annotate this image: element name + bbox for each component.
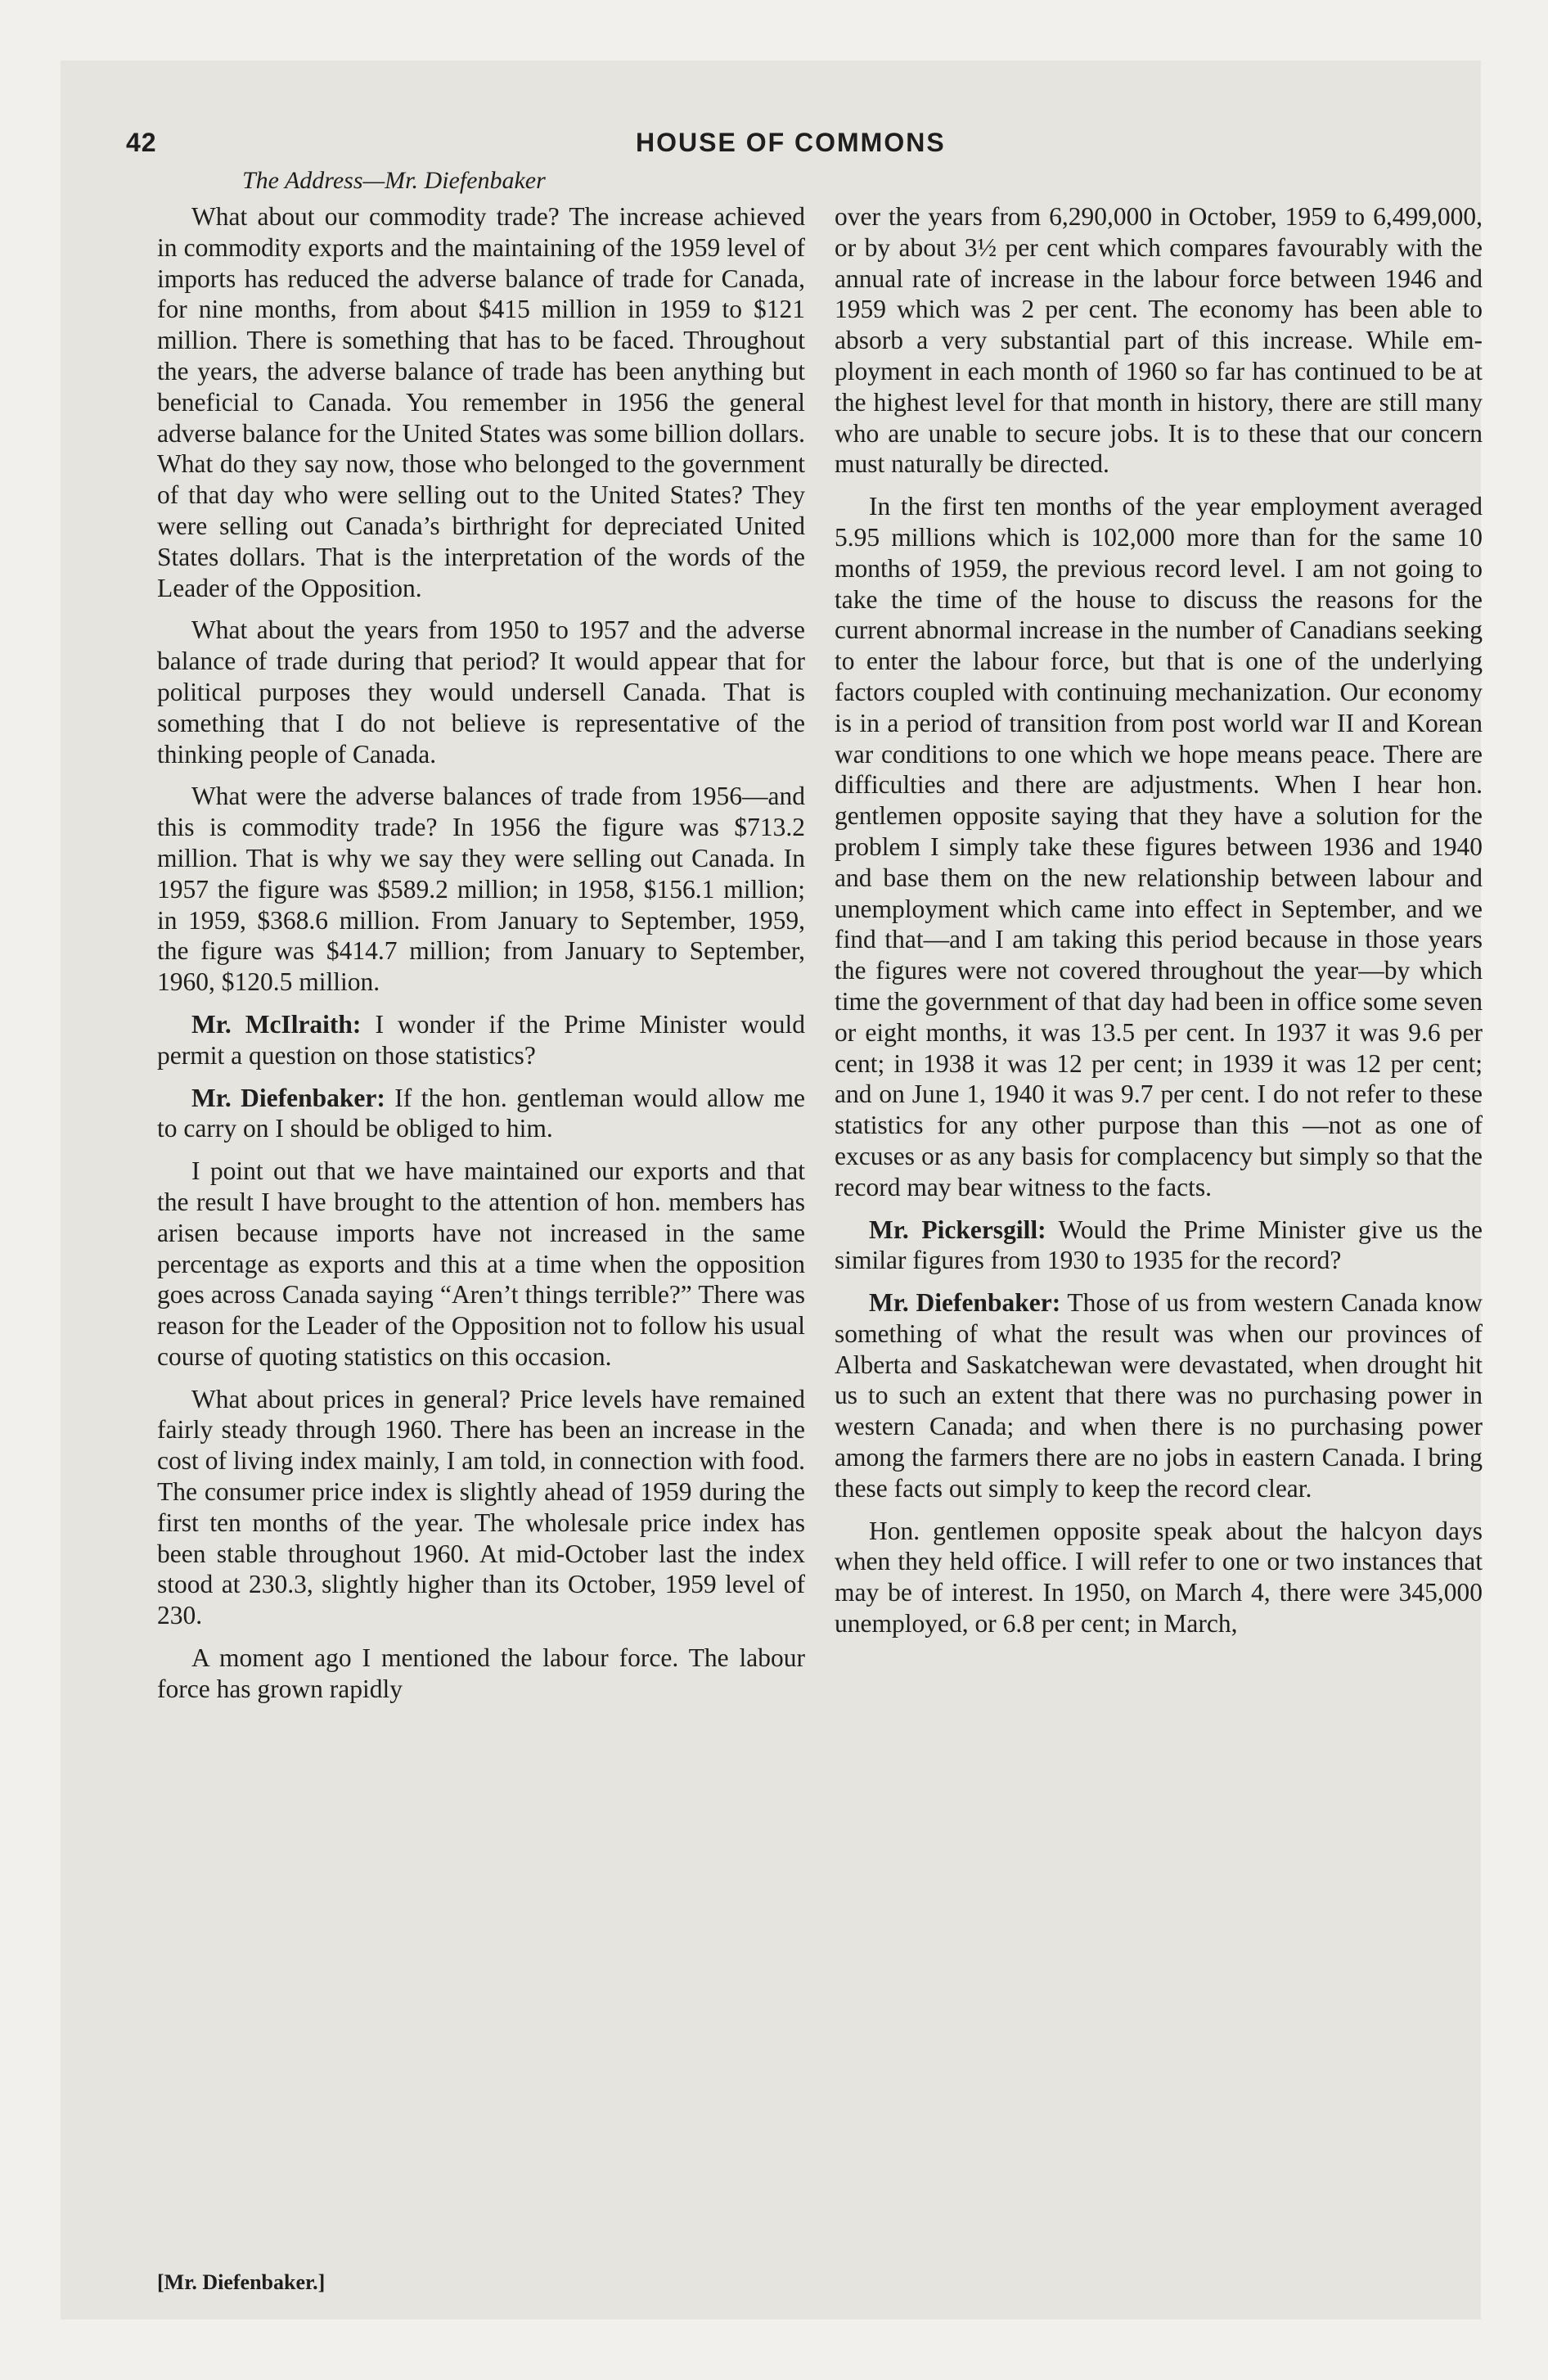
paragraph-text: over the years from 6,290,000 in October, 1959 to 6,499,000, or by about 3½ per cent which compares favourably with the annual rate of increase in the labour force between 1946 and 1959 which was 2 per cent. The economy has been able to absorb a very substantial part of this increase. While employment in each month of 1960 so far has continued to be at the highest level for that month in history, there are still many who are unable to secure jobs. It is to these that our concern must naturally be directed.	[835, 202, 1483, 479]
paragraph	[157, 615, 805, 769]
paragraph	[157, 1009, 805, 1071]
paragraph-text: A moment ago I mentioned the labour force. The labour force has grown rapidly	[157, 1643, 805, 1703]
paragraph-text: I wonder if the Prime Minister would permit a question on those statistics?	[157, 1009, 805, 1070]
paragraph	[835, 1287, 1483, 1504]
scanned-page	[61, 61, 1481, 2319]
footer-attribution: [Mr. Diefenbaker.]	[157, 2270, 326, 2294]
paragraph	[157, 1083, 805, 1145]
paragraph-text: What were the adverse balances of trade from 1956—and this is commodity trade? In 1956 the figure was $713.2 million. That is why we say they were selling out Canada. In 1957 the figure was $589.2 million; in 1958, $156.1 million; in 1959, $368.6 million. From January to September, 1959, the figure was $414.7 million; from January to September, 1960, $120.5 million.	[157, 782, 805, 997]
page-number: 42	[126, 128, 157, 157]
paragraph	[157, 1156, 805, 1373]
paragraph	[835, 201, 1483, 480]
paragraph	[157, 201, 805, 603]
paragraph-text: If the hon. gentleman would allow me to carry on I should be obliged to him.	[157, 1083, 805, 1143]
section-heading: The Address—Mr. Diefenbaker	[242, 167, 546, 194]
paragraph-text: What about prices in general? Price levels have remained fairly steady through 1960. There has been an increase in the cost of living index mainly, I am told, in connection with food. The consumer price index is slightly ahead of 1959 during the first ten months of the year. The wholesale price index has been stable throughout 1960. At mid-October last the index stood at 230.3, slightly higher than its October, 1959 level of 230.	[157, 1384, 805, 1630]
paragraph	[835, 1215, 1483, 1277]
paragraph	[835, 1516, 1483, 1639]
paragraph-text: What about our commodity trade? The increase achieved in commodity exports and the maintaining of the 1959 level of imports has reduced the adverse balance of trade for Canada, for nine months, from about $415 million in 1959 to $121 million. There is something that has to be faced. Throughout the years, the adverse balance of trade has been anything but beneficial to Canada. You remember in 1956 the general adverse balance for the United States was some billion dollars. What do they say now, those who belonged to the government of that day who were selling out to the United States? They were selling out Canada’s birthright for depreciated United States dollars. That is the interpretation of the words of the Leader of the Opposition.	[157, 202, 805, 602]
right-column	[835, 201, 1483, 1651]
running-head: HOUSE OF COMMONS	[636, 128, 946, 157]
speaker-name: Mr. Diefenbaker:	[869, 1288, 1061, 1318]
paragraph	[157, 1384, 805, 1631]
paragraph-text: Hon. gentlemen opposite speak about the halcyon days when they held office. I will refer to one or two instances that may be of interest. In 1950, on March 4, there were 345,000 unemployed, or 6.8 per cent; in March,	[835, 1516, 1483, 1639]
paragraph-text: Those of us from western Canada know something of what the result was when our provinces of Alberta and Saskatchewan were devastated, when drought hit us to such an extent that there was no purchasing power in western Canada; and when there is no purchasing power among the farmers there are no jobs in eastern Canada. I bring these facts out simply to keep the record clear.	[835, 1288, 1483, 1503]
speaker-name: Mr. Pickersgill:	[869, 1215, 1046, 1244]
speaker-name: Mr. Diefenbaker:	[191, 1083, 385, 1112]
paragraph-text: Would the Prime Minister give us the similar figures from 1930 to 1935 for the record?	[835, 1215, 1483, 1275]
left-column	[157, 201, 805, 1716]
paragraph	[157, 1643, 805, 1705]
paragraph	[835, 491, 1483, 1202]
speaker-name: Mr. McIlraith:	[191, 1009, 362, 1039]
paragraph-text: What about the years from 1950 to 1957 and the adverse balance of trade during that period? It would appear that for political purposes they would undersell Canada. That is something that I do not believe is representative of the thinking people of Canada.	[157, 615, 805, 769]
paragraph-text: In the first ten months of the year employment averaged 5.95 millions which is 102,000 more than for the same 10 months of 1959, the previous record level. I am not going to take the time of the house to discuss the reasons for the current abnormal increase in the number of Canadians seeking to enter the labour force, but that is one of the underlying factors coupled with continuing mechanization. Our economy is in a period of transition from post world war II and Korean war conditions to one which we hope means peace. There are difficulties and there are adjustments. When I hear hon. gentlemen opposite saying that they have a solution for the problem I simply take these figures between 1936 and 1940 and base them on the new relationship between labour and unemployment which came into effect in September, and we find that—and I am taking this period because in those years the figures were not covered throughout the year—by which time the government of that day had been in office some seven or eight months, it was 13.5 per cent. In 1937 it was 9.6 per cent; in 1938 it was 12 per cent; in 1939 it was 12 per cent; and on June 1, 1940 it was 9.7 per cent. I do not refer to these statistics for any other purpose than this —not as one of excuses or as any basis for complacency but simply so that the record may bear witness to the facts.	[835, 492, 1483, 1201]
paragraph	[157, 781, 805, 998]
paragraph-text: I point out that we have maintained our exports and that the result I have brought to the attention of hon. members has arisen because imports have not increased in the same percentage as exports and this at a time when the opposition goes across Canada saying “Aren’t things terrible?” There was reason for the Leader of the Opposition not to follow his usual course of quoting statistics on this occasion.	[157, 1156, 805, 1371]
